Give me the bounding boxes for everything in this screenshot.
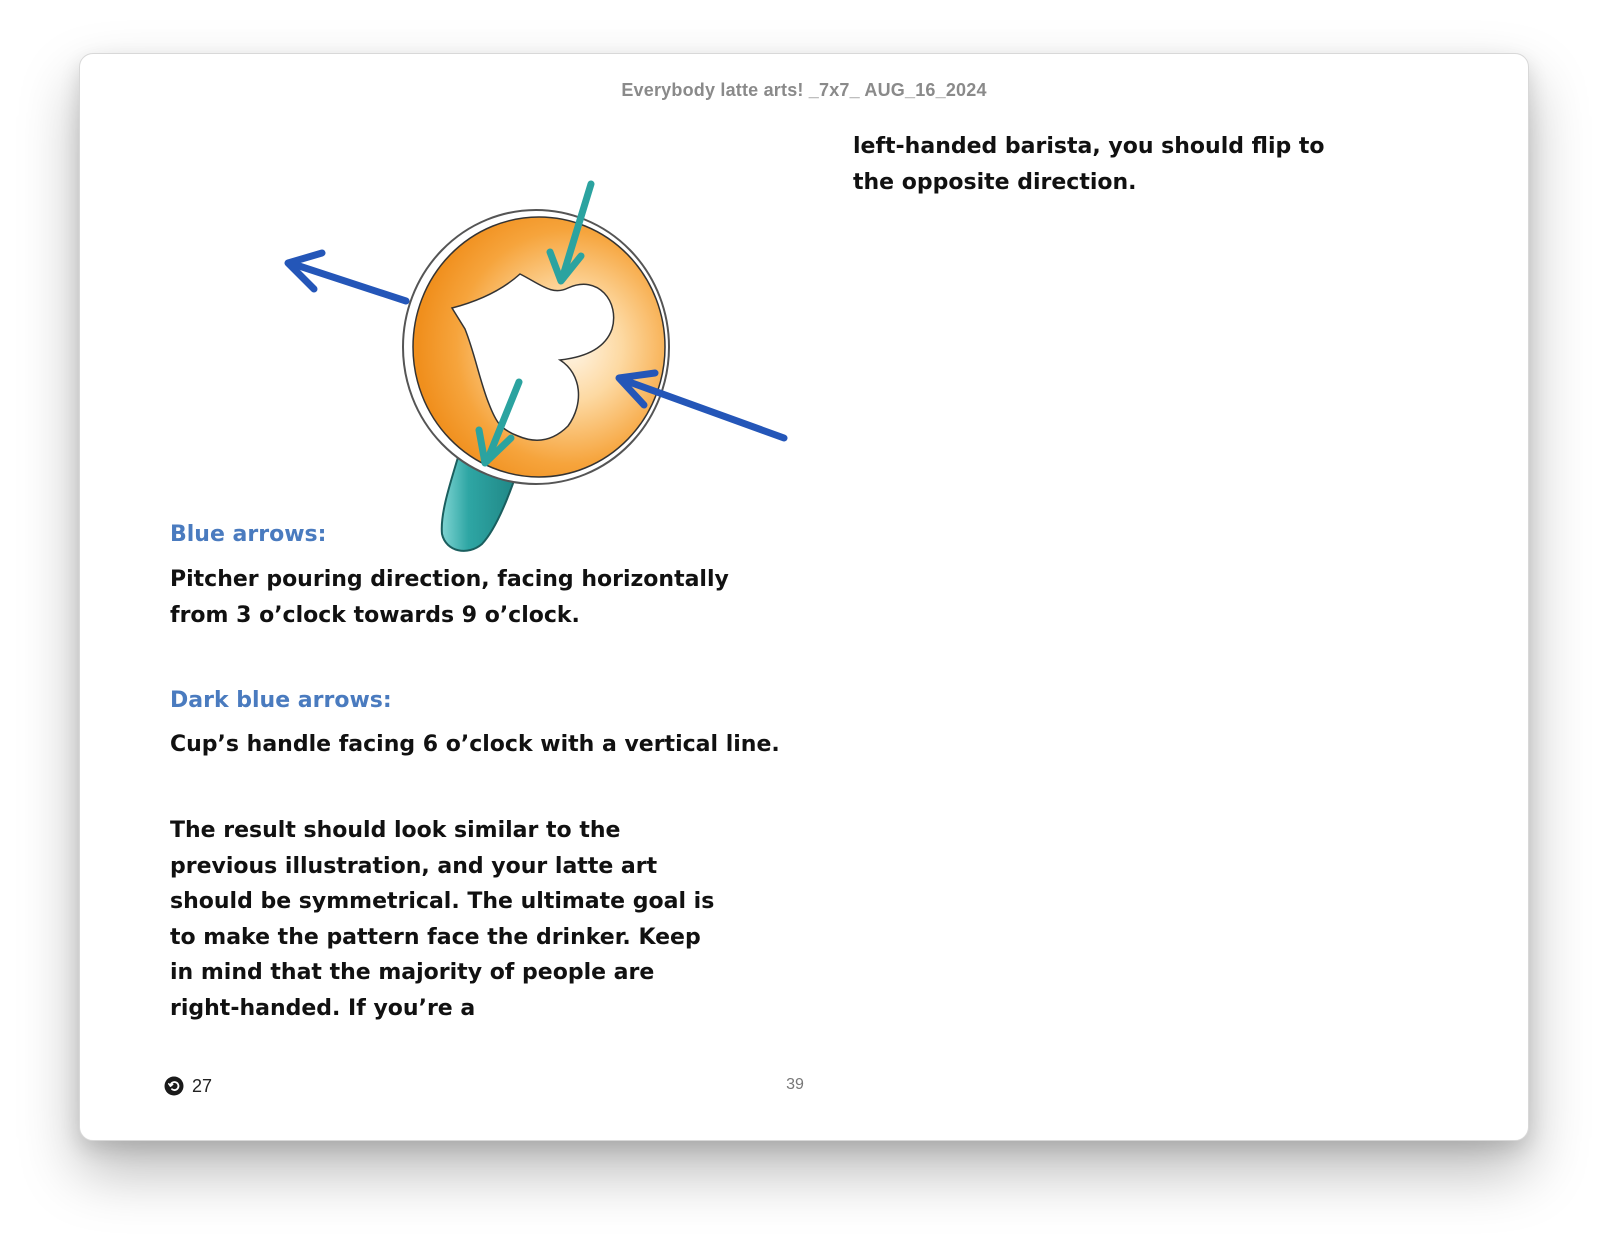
progress-value: 27 [192, 1075, 213, 1096]
page-number: 39 [786, 1076, 804, 1093]
result-paragraph: The result should look similar to the previous illustration, and your latte art should be symmetrical. The ultimate goal is to make the pattern face the drinker. Keep in mind that the majority of people are right-handed. If you’re a [170, 818, 715, 1021]
undo-icon[interactable] [164, 1076, 184, 1096]
blue-arrows-heading: Blue arrows: [170, 522, 327, 547]
dark-blue-arrows-heading: Dark blue arrows: [170, 688, 392, 713]
book-window [79, 53, 1529, 1141]
right-page-text: left-handed barista, you should flip to the opposite direction. [853, 134, 1325, 195]
blue-arrow-left [288, 253, 406, 301]
book-title: Everybody latte arts! _7x7_ AUG_16_2024 [621, 80, 987, 100]
dark-blue-arrows-text: Cup’s handle facing 6 o’clock with a vertical line. [170, 732, 780, 757]
blue-arrows-text: Pitcher pouring direction, facing horizontally from 3 o’clock towards 9 o’clock. [170, 567, 729, 628]
progress-indicator[interactable] [164, 1074, 212, 1098]
latte-cup-illustration [200, 124, 820, 574]
